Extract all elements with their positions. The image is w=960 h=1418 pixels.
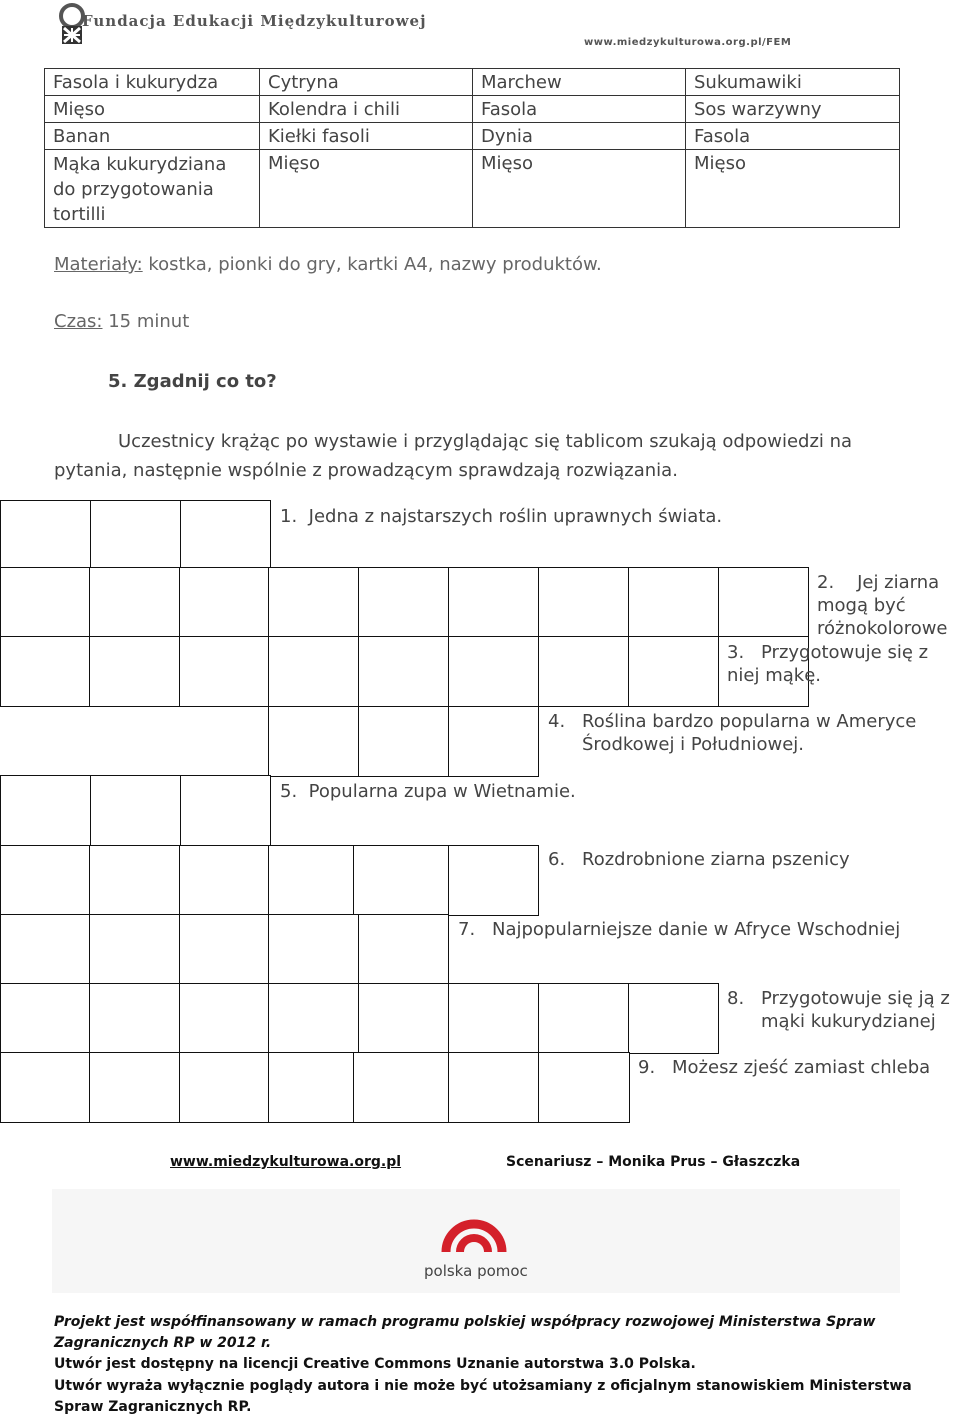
clue-text: Jej ziarna mogą być różnokolorowe bbox=[817, 572, 948, 639]
crossword-cell bbox=[179, 567, 269, 638]
polska-pomoc-logo-icon bbox=[440, 1200, 508, 1258]
clue-number: 6. bbox=[548, 849, 566, 870]
materials-text: kostka, pionki do gry, kartki A4, nazwy produktów. bbox=[142, 254, 602, 275]
crossword-cell bbox=[0, 983, 90, 1054]
clue-number: 7. bbox=[458, 919, 476, 940]
table-cell: Mięso bbox=[260, 150, 473, 228]
crossword-cell bbox=[89, 1052, 180, 1123]
clue-text: Możesz zjeść zamiast chleba bbox=[672, 1057, 931, 1078]
crossword-cell bbox=[268, 636, 359, 707]
crossword-cell bbox=[268, 567, 359, 638]
clue-number: 1. bbox=[280, 506, 298, 527]
views-disclaimer: Utwór wyraża wyłącznie poglądy autora i nie może być utożsamiany z oficjalnym stanowiskiem Ministerstwa Spraw Zagranicznych RP. bbox=[54, 1378, 912, 1415]
clue-7 bbox=[458, 918, 900, 941]
table-cell: Mięso bbox=[473, 150, 686, 228]
table-row bbox=[45, 96, 900, 123]
crossword-cell bbox=[448, 845, 539, 916]
table-cell: Marchew bbox=[473, 69, 686, 96]
clue-text: Przygotowuje się ją z mąki kukurydzianej bbox=[761, 988, 950, 1032]
crossword-cell bbox=[358, 706, 449, 777]
table-cell: Mięso bbox=[45, 96, 260, 123]
crossword-cell bbox=[0, 500, 91, 570]
crossword-cell bbox=[180, 775, 271, 846]
crossword-cell bbox=[538, 636, 629, 707]
clue-number: 2. bbox=[817, 572, 835, 593]
materials-label: Materiały: bbox=[54, 254, 143, 275]
license-note: Utwór jest dostępny na licencji Creative Commons Uznanie autorstwa 3.0 Polska. bbox=[54, 1356, 696, 1372]
crossword-cell bbox=[179, 636, 269, 707]
crossword-cell bbox=[353, 1052, 449, 1123]
clue-number: 4. bbox=[548, 711, 566, 732]
crossword-cell bbox=[0, 636, 90, 707]
clue-3 bbox=[727, 641, 960, 687]
crossword-cell bbox=[179, 983, 269, 1054]
crossword-cell bbox=[179, 845, 269, 916]
crossword-cell bbox=[538, 983, 629, 1054]
table-cell: Fasola bbox=[473, 96, 686, 123]
crossword-cell bbox=[0, 914, 90, 985]
logo-caption: polska pomoc bbox=[424, 1262, 528, 1280]
intro-text: Uczestnicy krążąc po wystawie i przyglądając się tablicom szukają odpowiedzi na pytania, następnie wspólnie z prowadzącym sprawdzają rozwiązania. bbox=[54, 431, 853, 481]
crossword-cell bbox=[89, 636, 180, 707]
clue-text: Rozdrobnione ziarna pszenicy bbox=[582, 849, 850, 870]
time-line bbox=[54, 311, 189, 332]
crossword-cell bbox=[718, 567, 809, 638]
crossword-cell bbox=[89, 914, 180, 985]
table-cell: Sukumawiki bbox=[686, 69, 900, 96]
crossword-cell bbox=[180, 500, 271, 570]
clue-number: 8. bbox=[727, 988, 745, 1009]
clue-text: Jedna z najstarszych roślin uprawnych świata. bbox=[308, 506, 723, 527]
table-row bbox=[45, 69, 900, 96]
crossword-cell bbox=[448, 636, 539, 707]
clue-8 bbox=[727, 987, 960, 1033]
clue-1 bbox=[280, 505, 722, 528]
table-cell: Sos warzywny bbox=[686, 96, 900, 123]
clue-text: Najpopularniejsze danie w Afryce Wschodniej bbox=[492, 919, 901, 940]
crossword-cell bbox=[353, 845, 449, 916]
clue-4 bbox=[548, 710, 960, 756]
clue-text: Popularna zupa w Wietnamie. bbox=[308, 781, 576, 802]
clue-6 bbox=[548, 848, 850, 871]
footer-url-link[interactable]: www.miedzykulturowa.org.pl bbox=[170, 1154, 402, 1170]
table-cell: Kiełki fasoli bbox=[260, 123, 473, 150]
crossword-cell bbox=[448, 567, 539, 638]
clue-text: Przygotowuje się z niej mąkę. bbox=[727, 642, 929, 686]
crossword-cell bbox=[448, 1052, 539, 1123]
clue-5 bbox=[280, 780, 576, 803]
clue-9 bbox=[638, 1056, 930, 1079]
crossword-cell bbox=[268, 706, 359, 777]
clue-number: 5. bbox=[280, 781, 298, 802]
table-cell: Dynia bbox=[473, 123, 686, 150]
crossword-cell bbox=[358, 914, 449, 985]
crossword-cell bbox=[89, 567, 180, 638]
crossword-cell bbox=[268, 983, 359, 1054]
section-title: 5. Zgadnij co to? bbox=[108, 371, 277, 392]
clue-number: 3. bbox=[727, 642, 745, 663]
time-text: 15 minut bbox=[102, 311, 190, 332]
crossword-cell bbox=[179, 914, 269, 985]
crossword-cell bbox=[268, 914, 359, 985]
products-table bbox=[44, 68, 900, 228]
crossword-cell bbox=[268, 845, 354, 916]
crossword-cell bbox=[179, 1052, 269, 1123]
crossword-cell bbox=[0, 845, 90, 916]
crossword-cell bbox=[448, 983, 539, 1054]
crossword-cell bbox=[268, 1052, 354, 1123]
clue-text: Roślina bardzo popularna w Ameryce Środkowej i Południowej. bbox=[582, 711, 917, 755]
crossword-cell bbox=[0, 1052, 90, 1123]
crossword-cell bbox=[628, 983, 719, 1054]
table-cell: Mięso bbox=[686, 150, 900, 228]
footer-author: Scenariusz – Monika Prus – Głaszczka bbox=[506, 1154, 801, 1170]
intro-paragraph bbox=[54, 427, 914, 485]
clue-number: 9. bbox=[638, 1057, 656, 1078]
crossword-cell bbox=[89, 983, 180, 1054]
org-name: Fundacja Edukacji Międzykulturowej bbox=[82, 12, 427, 30]
crossword-cell bbox=[358, 636, 449, 707]
crossword-cell bbox=[0, 775, 91, 846]
crossword-cell bbox=[89, 845, 180, 916]
table-cell: Mąka kukurydziana do przygotowania tortilli bbox=[45, 150, 260, 228]
table-cell: Cytryna bbox=[260, 69, 473, 96]
header-url: www.miedzykulturowa.org.pl/FEM bbox=[584, 37, 792, 48]
table-cell: Fasola i kukurydza bbox=[45, 69, 260, 96]
table-cell: Fasola bbox=[686, 123, 900, 150]
table-row bbox=[45, 123, 900, 150]
materials-line bbox=[54, 254, 602, 275]
crossword-cell bbox=[448, 706, 539, 777]
crossword-cell bbox=[90, 500, 181, 570]
table-cell: Banan bbox=[45, 123, 260, 150]
funding-disclaimer: Projekt jest współfinansowany w ramach programu polskiej współpracy rozwojowej Ministerstwa Spraw Zagranicznych RP w 2012 r. bbox=[54, 1314, 876, 1351]
clue-2 bbox=[817, 571, 960, 640]
table-row bbox=[45, 150, 900, 228]
crossword-cell bbox=[538, 1052, 630, 1123]
table-cell: Kolendra i chili bbox=[260, 96, 473, 123]
crossword-cell bbox=[358, 567, 449, 638]
crossword-cell bbox=[628, 567, 719, 638]
crossword-cell bbox=[538, 567, 629, 638]
crossword-cell bbox=[90, 775, 181, 846]
crossword-cell bbox=[358, 983, 449, 1054]
crossword-cell bbox=[628, 636, 719, 707]
time-label: Czas: bbox=[54, 311, 103, 332]
crossword-cell bbox=[0, 567, 90, 638]
